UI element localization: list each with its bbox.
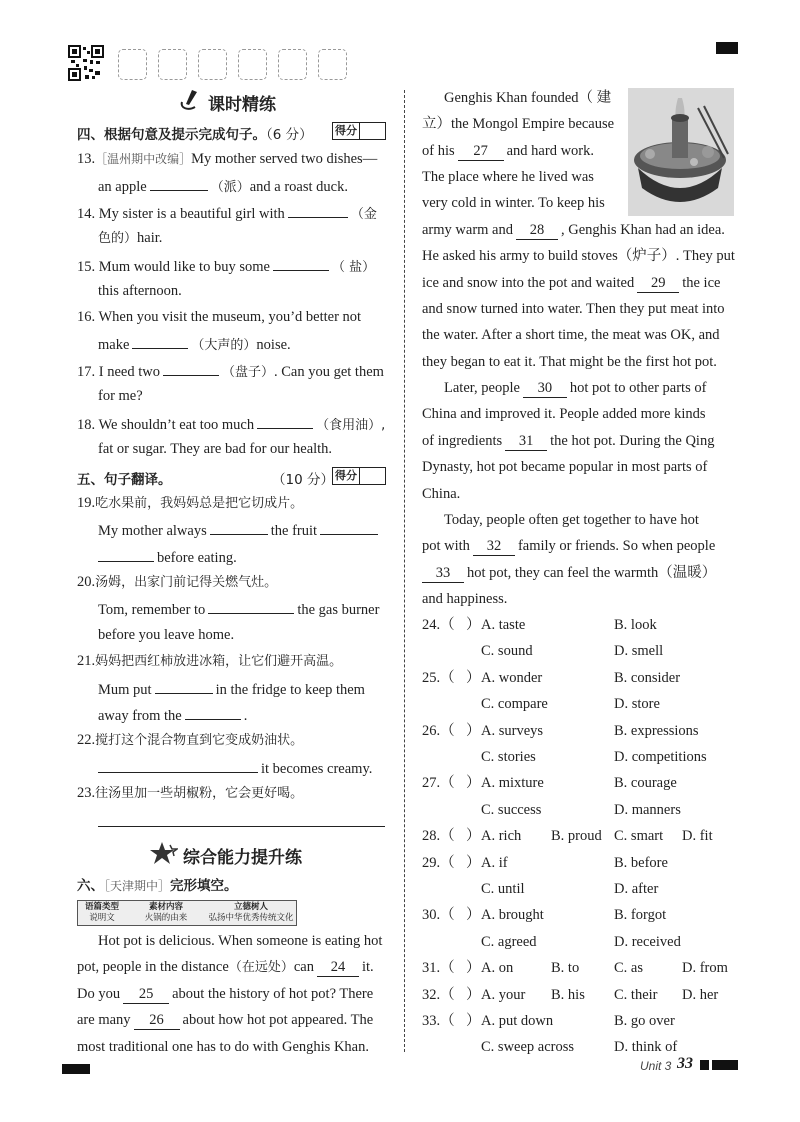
q19-line2: before eating. <box>98 547 237 567</box>
answer-paren[interactable]: ） <box>466 1013 481 1029</box>
r-line6: army warm and 28 , Genghis Khan had an idea. <box>422 222 725 238</box>
question-28-number: 28.（ <box>422 828 455 845</box>
r-line14: of ingredients 31 the hot pot. During the Qing <box>422 433 715 449</box>
answer-paren[interactable]: ） <box>466 722 481 739</box>
option-a[interactable]: A. rich <box>481 828 522 845</box>
option-c[interactable]: C. compare <box>481 696 548 713</box>
answer-blank[interactable] <box>210 520 268 535</box>
section-title-practice: 课时精练 <box>208 95 276 115</box>
part4-points: （6 分） <box>266 127 313 143</box>
q13-line1: 13.［温州期中改编］My mother served two dishes— <box>77 151 378 167</box>
r-line3: of his 27 and hard work. <box>422 143 595 159</box>
star-icon <box>150 841 178 867</box>
answer-paren[interactable]: ） <box>466 669 481 686</box>
option-b[interactable]: B. expressions <box>614 722 699 739</box>
r-line1: Genghis Khan founded（ 建 <box>444 90 612 106</box>
info-content-value: 火锅的由来 <box>144 913 188 923</box>
r-line13: China and improved it. People added more kinds <box>422 406 706 422</box>
option-a[interactable]: A. surveys <box>481 722 544 739</box>
pen-icon <box>178 88 202 112</box>
info-type-value: 说明文 <box>89 913 115 923</box>
option-d[interactable]: D. think of <box>614 1039 678 1056</box>
option-c[interactable]: C. until <box>481 881 525 897</box>
footer-square <box>700 1060 709 1070</box>
blank-27[interactable]: 27 <box>458 142 504 161</box>
question-32-number: 32.（ <box>422 986 455 1003</box>
answer-paren[interactable]: ） <box>466 907 481 924</box>
q17-line2: for me? <box>98 388 143 404</box>
answer-blank[interactable] <box>185 705 241 720</box>
answer-blank[interactable] <box>155 679 213 694</box>
q14-line2: 色的）hair. <box>98 230 163 246</box>
answer-blank[interactable] <box>98 547 154 562</box>
option-a[interactable]: A. wonder <box>481 669 543 686</box>
question-27-number: 27.（ <box>422 775 455 792</box>
p1-line1: Hot pot is delicious. When someone is eating hot <box>98 933 383 949</box>
dashed-box <box>278 49 307 80</box>
answer-paren[interactable]: ） <box>466 960 481 977</box>
blank-24[interactable]: 24 <box>317 958 359 977</box>
score-label: 得分 <box>333 468 360 484</box>
section-title-comprehensive: 综合能力提升练 <box>183 848 302 868</box>
q21-line1: Mum put in the fridge to keep them <box>98 679 365 699</box>
option-c[interactable]: C. as <box>614 960 643 977</box>
option-b[interactable]: B. to <box>551 960 580 977</box>
qr-code[interactable] <box>68 45 104 81</box>
answer-paren[interactable]: ） <box>466 986 481 1003</box>
answer-blank[interactable] <box>320 520 378 535</box>
q20-cn: 20.汤姆，出家门前记得关燃气灶。 <box>77 574 278 590</box>
footer-bar-left <box>62 1064 90 1074</box>
option-c[interactable]: C. agreed <box>481 933 537 950</box>
q13-line2: an apple （派）and a roast duck. <box>98 176 348 197</box>
option-a[interactable]: A. taste <box>481 617 526 633</box>
p1-line3: Do you 25 about the history of hot pot? There <box>77 986 374 1002</box>
q15-line1: 15. Mum would like to buy some （ 盐） <box>77 256 375 277</box>
dashed-box <box>198 49 227 80</box>
part6-heading <box>77 874 238 894</box>
corner-black-tab <box>716 42 738 54</box>
blank-26[interactable]: 26 <box>134 1011 180 1030</box>
question-26-number: 26.（ <box>422 722 455 739</box>
question-29-number: 29.（ <box>422 854 455 871</box>
info-moral-value: 弘扬中华优秀传统文化 <box>208 913 294 923</box>
q14-line1: 14. My sister is a beautiful girl with （金 <box>77 203 377 224</box>
option-b[interactable]: B. proud <box>551 828 602 845</box>
option-c[interactable]: C. success <box>481 801 542 818</box>
answer-paren[interactable]: ） <box>466 828 481 845</box>
answer-blank[interactable] <box>132 334 188 349</box>
r-line15: Dynasty, hot pot became popular in most parts of <box>422 459 708 475</box>
option-c[interactable]: C. smart <box>614 828 664 845</box>
part4-heading-text: 四、根据句意及提示完成句子。 <box>77 127 266 143</box>
p1-line5: most traditional one has to do with Genghis Khan. <box>77 1039 369 1055</box>
option-c[interactable]: C. sound <box>481 643 533 660</box>
part5-heading <box>77 468 172 488</box>
option-a[interactable]: A. on <box>481 960 514 977</box>
blank-28[interactable]: 28 <box>516 221 558 240</box>
answer-paren[interactable]: ） <box>466 775 481 792</box>
option-a[interactable]: A. if <box>481 854 508 871</box>
answer-blank[interactable] <box>257 414 313 429</box>
option-a[interactable]: A. put down <box>481 1013 554 1029</box>
option-d[interactable]: D. her <box>682 986 719 1003</box>
q16-line2: make （大声的）noise. <box>98 334 291 355</box>
option-b[interactable]: B. look <box>614 617 657 633</box>
answer-line[interactable] <box>98 826 385 827</box>
dashed-box <box>238 49 267 80</box>
score-box[interactable] <box>332 467 386 485</box>
q18-line1: 18. We shouldn’t eat too much （食用油）, <box>77 414 385 435</box>
hot-pot-image <box>628 88 734 216</box>
answer-blank[interactable] <box>208 599 294 614</box>
option-d[interactable]: D. smell <box>614 643 664 660</box>
answer-blank[interactable] <box>288 203 348 218</box>
q23-cn: 23.往汤里加一些胡椒粉，它会更好喝。 <box>77 785 304 801</box>
part6-num: 六、 <box>77 878 104 894</box>
q18-line2: fat or sugar. They are bad for our health. <box>98 441 333 457</box>
option-a[interactable]: A. your <box>481 986 526 1003</box>
footer-bar-right <box>712 1060 738 1070</box>
option-d[interactable]: D. competitions <box>614 749 707 765</box>
question-31-number: 31.（ <box>422 960 455 977</box>
dashed-box <box>158 49 187 80</box>
option-b[interactable]: B. his <box>551 986 585 1003</box>
option-b[interactable]: B. before <box>614 854 668 871</box>
question-25-number: 25.（ <box>422 669 455 686</box>
option-c[interactable]: C. stories <box>481 749 536 765</box>
option-a[interactable]: A. mixture <box>481 775 544 792</box>
answer-blank[interactable] <box>163 361 219 376</box>
option-b[interactable]: B. go over <box>614 1013 675 1029</box>
option-b[interactable]: B. consider <box>614 669 681 686</box>
option-d[interactable]: D. store <box>614 696 660 713</box>
blank-25[interactable]: 25 <box>123 985 169 1004</box>
q22-line1: it becomes creamy. <box>98 758 372 778</box>
blank-31[interactable]: 31 <box>505 432 547 451</box>
footer-unit: Unit 3 <box>640 1059 672 1073</box>
option-c[interactable]: C. their <box>614 986 658 1003</box>
blank-33[interactable]: 33 <box>422 564 464 583</box>
q21-cn: 21.妈妈把西红柿放进冰箱，让它们避开高温。 <box>77 653 343 669</box>
info-moral-label: 立德树人 <box>233 902 268 912</box>
score-box[interactable] <box>332 122 386 140</box>
info-content-label: 素材内容 <box>148 902 183 912</box>
r-line9: and snow turned into water. Then they put meat into <box>422 301 725 317</box>
source-tag: ［温州期中改编］ <box>95 152 192 166</box>
r-line17: Today, people often get together to have hot <box>444 512 699 528</box>
answer-blank[interactable] <box>150 176 208 191</box>
option-d[interactable]: D. received <box>614 933 681 950</box>
blank-29[interactable]: 29 <box>637 274 679 293</box>
r-line8: ice and snow into the pot and waited 29 the ice <box>422 275 721 291</box>
r-line10: the water. After a short time, the meat was OK, and <box>422 327 720 343</box>
answer-paren[interactable]: ） <box>466 854 481 871</box>
question-33-number: 33.（ <box>422 1013 455 1029</box>
column-divider <box>404 90 405 1052</box>
blank-32[interactable]: 32 <box>473 537 515 556</box>
option-b[interactable]: B. forgot <box>614 907 667 924</box>
source-tag: ［天津期中］ <box>104 879 171 893</box>
option-d[interactable]: D. fit <box>682 828 713 845</box>
option-a[interactable]: A. brought <box>481 907 544 924</box>
r-line12: Later, people 30 hot pot to other parts of <box>444 380 707 396</box>
score-label: 得分 <box>333 123 360 139</box>
option-c[interactable]: C. sweep across <box>481 1039 575 1056</box>
p1-line4: are many 26 about how hot pot appeared. The <box>77 1012 374 1028</box>
passage-info-bar <box>77 900 297 926</box>
answer-paren[interactable]: ） <box>466 617 481 633</box>
q19-line1: My mother always the fruit <box>98 520 381 540</box>
q17-line1: 17. I need two （盘子）. Can you get them <box>77 361 384 382</box>
question-30-number: 30.（ <box>422 907 455 924</box>
info-type-label: 语篇类型 <box>84 902 119 912</box>
r-line4: The place where he lived was <box>422 169 594 185</box>
part6-heading-text: 完形填空。 <box>170 878 238 894</box>
part4-heading <box>77 123 313 143</box>
r-line20: and happiness. <box>422 591 508 607</box>
option-b[interactable]: B. courage <box>614 775 677 792</box>
blank-30[interactable]: 30 <box>523 379 567 398</box>
q22-cn: 22.搅打这个混合物直到它变成奶油状。 <box>77 732 304 748</box>
q21-line2: away from the . <box>98 705 247 725</box>
question-24-number: 24.（ <box>422 617 455 633</box>
r-line19: 33 hot pot, they can feel the warmth（温暖） <box>422 564 716 583</box>
p1-line2: pot, people in the distance（在远处）can 24 it. <box>77 959 374 975</box>
r-line11: they began to eat it. That might be the first hot pot. <box>422 354 717 370</box>
dashed-box <box>318 49 347 80</box>
r-line18: pot with 32 family or friends. So when people <box>422 538 716 554</box>
q20-line1: Tom, remember to the gas burner <box>98 599 379 619</box>
page-number: 33 <box>677 1055 693 1072</box>
part5-points: （10 分） <box>272 472 334 488</box>
q19-cn: 19.吃水果前，我妈妈总是把它切成片。 <box>77 495 304 511</box>
r-line5: very cold in winter. To keep his <box>422 195 605 211</box>
r-line2: 立）the Mongol Empire because <box>422 116 615 132</box>
q20-line2: before you leave home. <box>98 627 235 643</box>
q15-line2: this afternoon. <box>98 283 182 299</box>
part5-heading-text: 五、句子翻译。 <box>77 472 172 488</box>
q16-line1: 16. When you visit the museum, you’d better not <box>77 309 362 325</box>
option-d[interactable]: D. from <box>682 960 728 977</box>
r-line7: He asked his army to build stoves（炉子）. They put <box>422 248 735 264</box>
answer-blank[interactable] <box>273 256 329 271</box>
r-line16: China. <box>422 486 461 502</box>
answer-blank[interactable] <box>98 758 258 773</box>
option-d[interactable]: D. after <box>614 881 659 897</box>
dashed-box <box>118 49 147 80</box>
option-d[interactable]: D. manners <box>614 801 681 818</box>
